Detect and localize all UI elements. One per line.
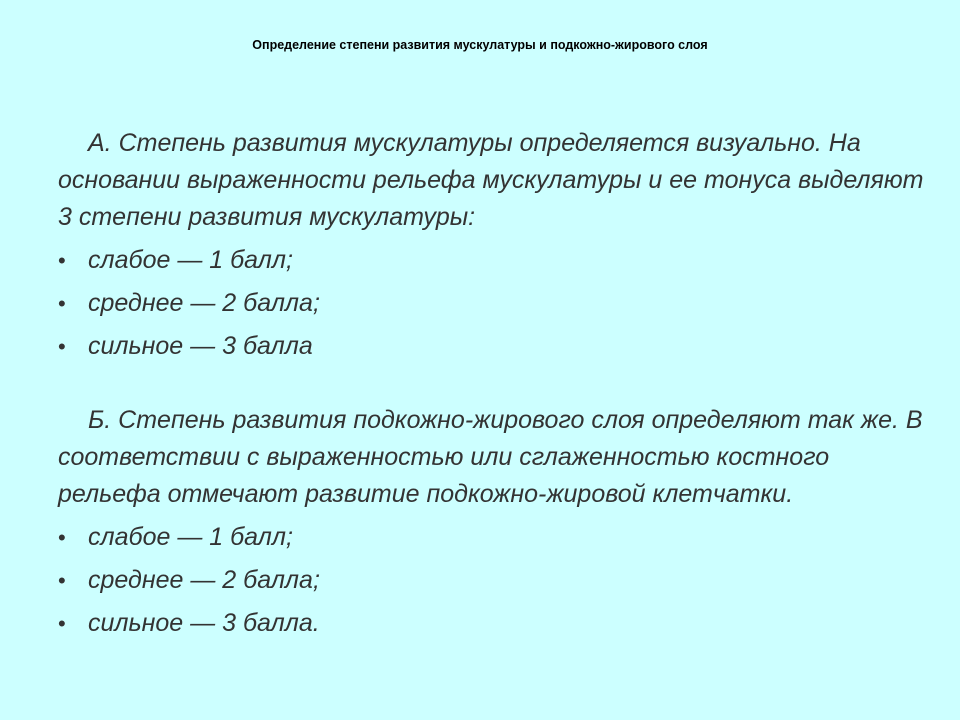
section-fat-layer-paragraph: Б. Степень развития подкожно-жирового слоя определяют так же. В соответствии с выраженностью или сглаженностью костного рельефа отмечают развитие подкожно-жировой клетчатки. xyxy=(58,406,923,508)
section-muscle xyxy=(58,125,938,365)
list-item-text: среднее — 2 балла; xyxy=(88,289,320,317)
list-item-text: слабое — 1 балл; xyxy=(88,523,293,551)
list-item-text: среднее — 2 балла; xyxy=(88,566,320,594)
bullet-icon: • xyxy=(58,611,66,636)
bullet-icon: • xyxy=(58,248,66,273)
list-item-text: сильное — 3 балла xyxy=(88,332,313,360)
section-fat-layer xyxy=(58,402,938,642)
bullet-icon: • xyxy=(58,291,66,316)
list-item xyxy=(58,328,938,365)
list-item xyxy=(58,285,938,322)
bullet-icon: • xyxy=(58,525,66,550)
section-fat-layer-list xyxy=(58,519,938,642)
section-muscle-list xyxy=(58,242,938,365)
list-item xyxy=(58,562,938,599)
slide-title: Определение степени развития мускулатуры и подкожно-жирового слоя xyxy=(252,38,708,52)
list-item-text: сильное — 3 балла. xyxy=(88,609,320,637)
list-item-text: слабое — 1 балл; xyxy=(88,246,293,274)
section-muscle-paragraph: А. Степень развития мускулатуры определяется визуально. На основании выраженности рельефа мускулатуры и ее тонуса выделяют 3 степени развития мускулатуры: xyxy=(58,129,924,231)
bullet-icon: • xyxy=(58,568,66,593)
list-item xyxy=(58,242,938,279)
slide-content xyxy=(58,125,938,642)
list-item xyxy=(58,605,938,642)
list-item xyxy=(58,519,938,556)
bullet-icon: • xyxy=(58,334,66,359)
